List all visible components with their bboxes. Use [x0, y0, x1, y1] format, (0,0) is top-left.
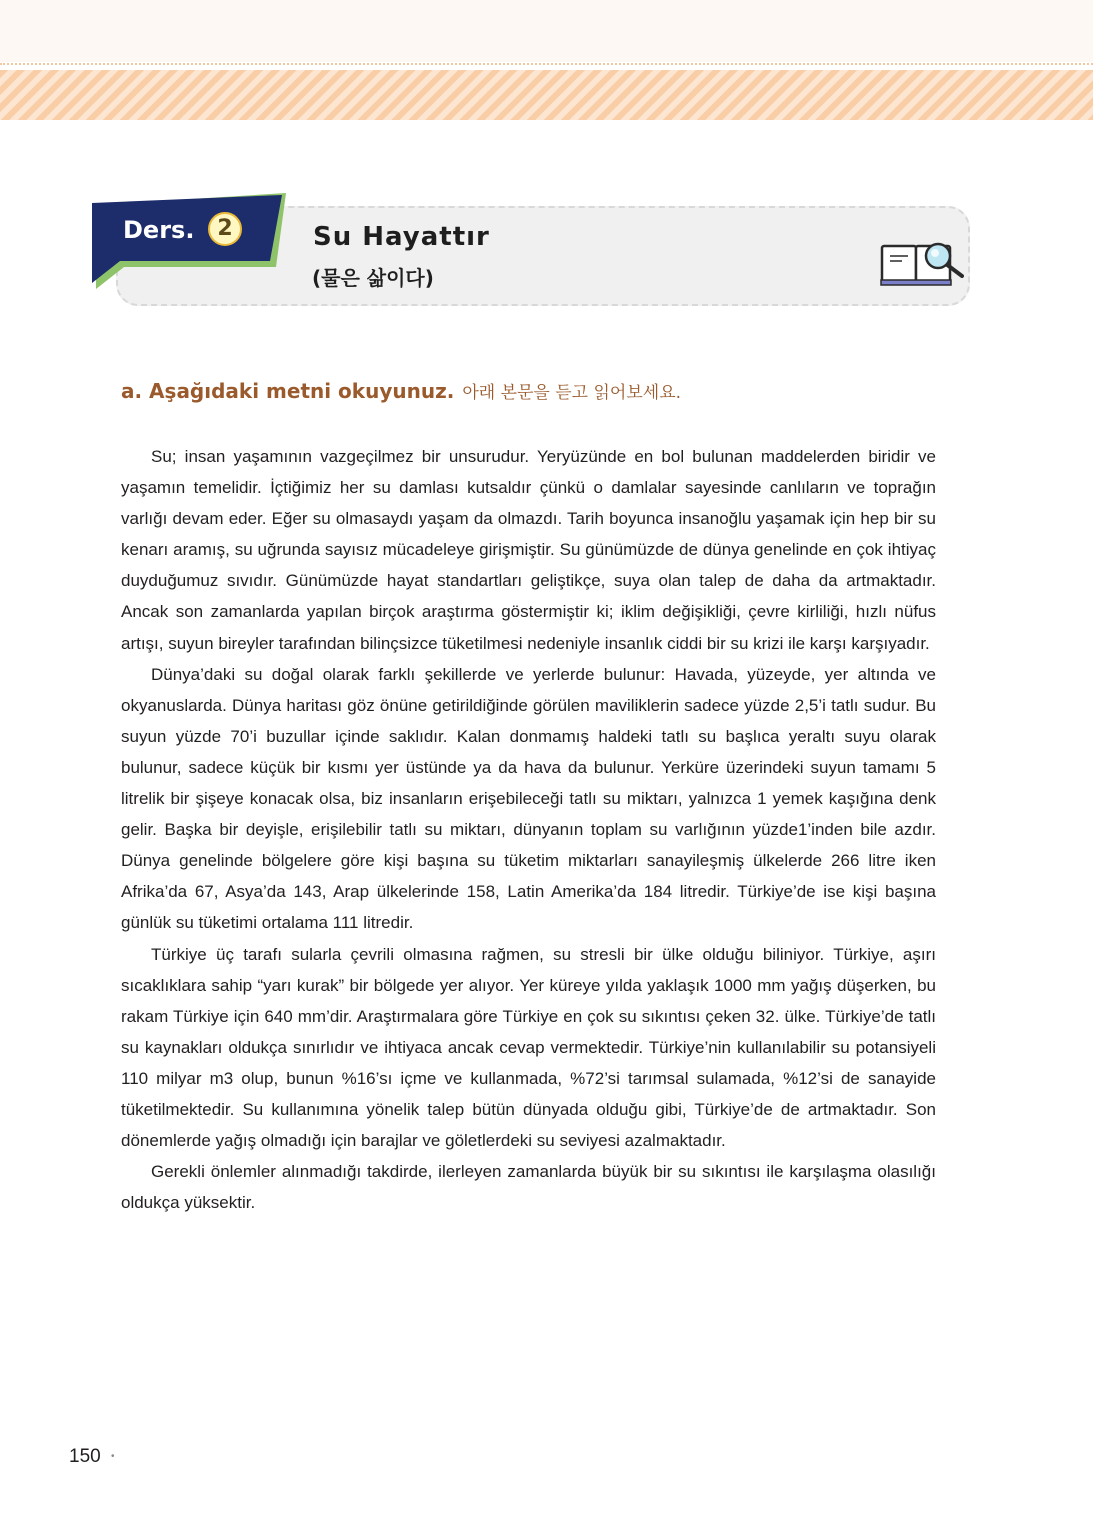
lesson-title: Su Hayattır: [313, 222, 490, 252]
instruction-turkish: a. Aşağıdaki metni okuyunuz.: [121, 379, 455, 403]
page-number: 150: [69, 1446, 101, 1467]
paragraph-1: Su; insan yaşamının vazgeçilmez bir unsurudur. Yeryüzünde en bol bulunan maddelerden biridir ve yaşamın temelidir. İçtiğimiz her su damlası kutsaldır çünkü o damlalar sayesinde canlıların ve toprağın varlığı devam eder. Eğer su olmasaydı yaşam da olmazdı. Tarih boyunca insanoğlu yaşamak için hep bir su kenarı aramış, su uğrunda sayısız mücadeleye girişmiştir. Su günümüzde de dünya genelinde en çok ihtiyaç duyduğumuz sıvıdır. Günümüzde hayat standartları geliştikçe, suya olan talep de daha da artmaktadır. Ancak son zamanlarda yapılan birçok araştırma göstermiştir ki; iklim değişikliği, çevre kirliliği, hızlı nüfus artışı, suyun bireyler tarafından bilinçsizce tüketilmesi nedeniyle insanlık ciddi bir su krizi ile karşı karşıyadır.: [121, 447, 936, 653]
instruction: [121, 378, 681, 403]
paragraph-4: Gerekli önlemler alınmadığı takdirde, ilerleyen zamanlarda büyük bir su sıkıntısı ile karşılaşma olasılığı oldukça yüksektir.: [121, 1162, 936, 1213]
paragraph-2: Dünya’daki su doğal olarak farklı şekillerde ve yerlerde bulunur: Havada, yüzeyde, yer altında ve okyanuslarda. Dünya haritası göz önüne getirildiğinde görülen maviliklerin sadece yüzde 2,5’i tatlı sudur. Bu suyun yüzde 70’i buzullar içinde saklıdır. Kalan donmamış haldeki tatlı su başlıca yeraltı suyu olarak bulunur, sadece küçük bir kısmı yer üstünde ya da hava da bulunur. Yerküre üzerindeki suyun tamamı 5 litrelik bir şişeye konacak olsa, biz insanların erişebileceği tatlı su miktarı, yalnızca 1 yemek kaşığına denk gelir. Başka bir deyişle, erişilebilir tatlı su miktarı, dünyanın toplam su varlığının yüzde1’inden bile azdır. Dünya genelinde bölgelere göre kişi başına su tüketim miktarları sanayileşmiş ülkelerde 266 litre iken Afrika’da 67, Asya’da 143, Arap ülkelerinde 158, Latin Amerika’da 184 litredir. Türkiye’de ise kişi başına günlük su tüketimi ortalama 111 litredir.: [121, 664, 936, 933]
header-stripe-band: [0, 70, 1093, 120]
instruction-korean: 아래 본문을 듣고 읽어보세요.: [462, 383, 682, 403]
page-number-dot: •: [111, 1451, 115, 1462]
paragraph-3: Türkiye üç tarafı sularla çevrili olmasına rağmen, su stresli bir ülke olduğu biliniyor. Türkiye, aşırı sıcaklıklara sahip “yarı kurak” bir bölgede yer alıyor. Yer küreye yılda yaklaşık 1000 mm yağış düşerken, bu rakam Türkiye için 640 mm’dir. Araştırmalara göre Türkiye en çok su sıkıntısı çeken 32. ülke. Türkiye’de tatlı su kaynakları oldukça sınırlıdır ve ihtiyaca ancak cevap vermektedir. Türkiye’nin kullanılabilir su potansiyeli 110 milyar m3 olup, bunun %16’sı içme ve kullanmada, %72’si tarımsal sulamada, %12’si de sanayide tüketilmektedir. Su kullanımına yönelik talep bütün dünyada olduğu gibi, Türkiye’de de artmaktadır. Son dönemlerde yağış olmadığı için barajlar ve göletlerdeki su seviyesi azalmaktadır.: [121, 944, 936, 1151]
lesson-subtitle: (물은 삶이다): [312, 266, 434, 290]
header-dotted-divider: [0, 63, 1093, 65]
header-band: [0, 0, 1093, 62]
lesson-number-badge: 2: [208, 212, 242, 246]
book-magnifier-icon: [880, 240, 964, 290]
lesson-label: Ders.: [123, 216, 195, 244]
reading-text: [121, 441, 936, 1218]
